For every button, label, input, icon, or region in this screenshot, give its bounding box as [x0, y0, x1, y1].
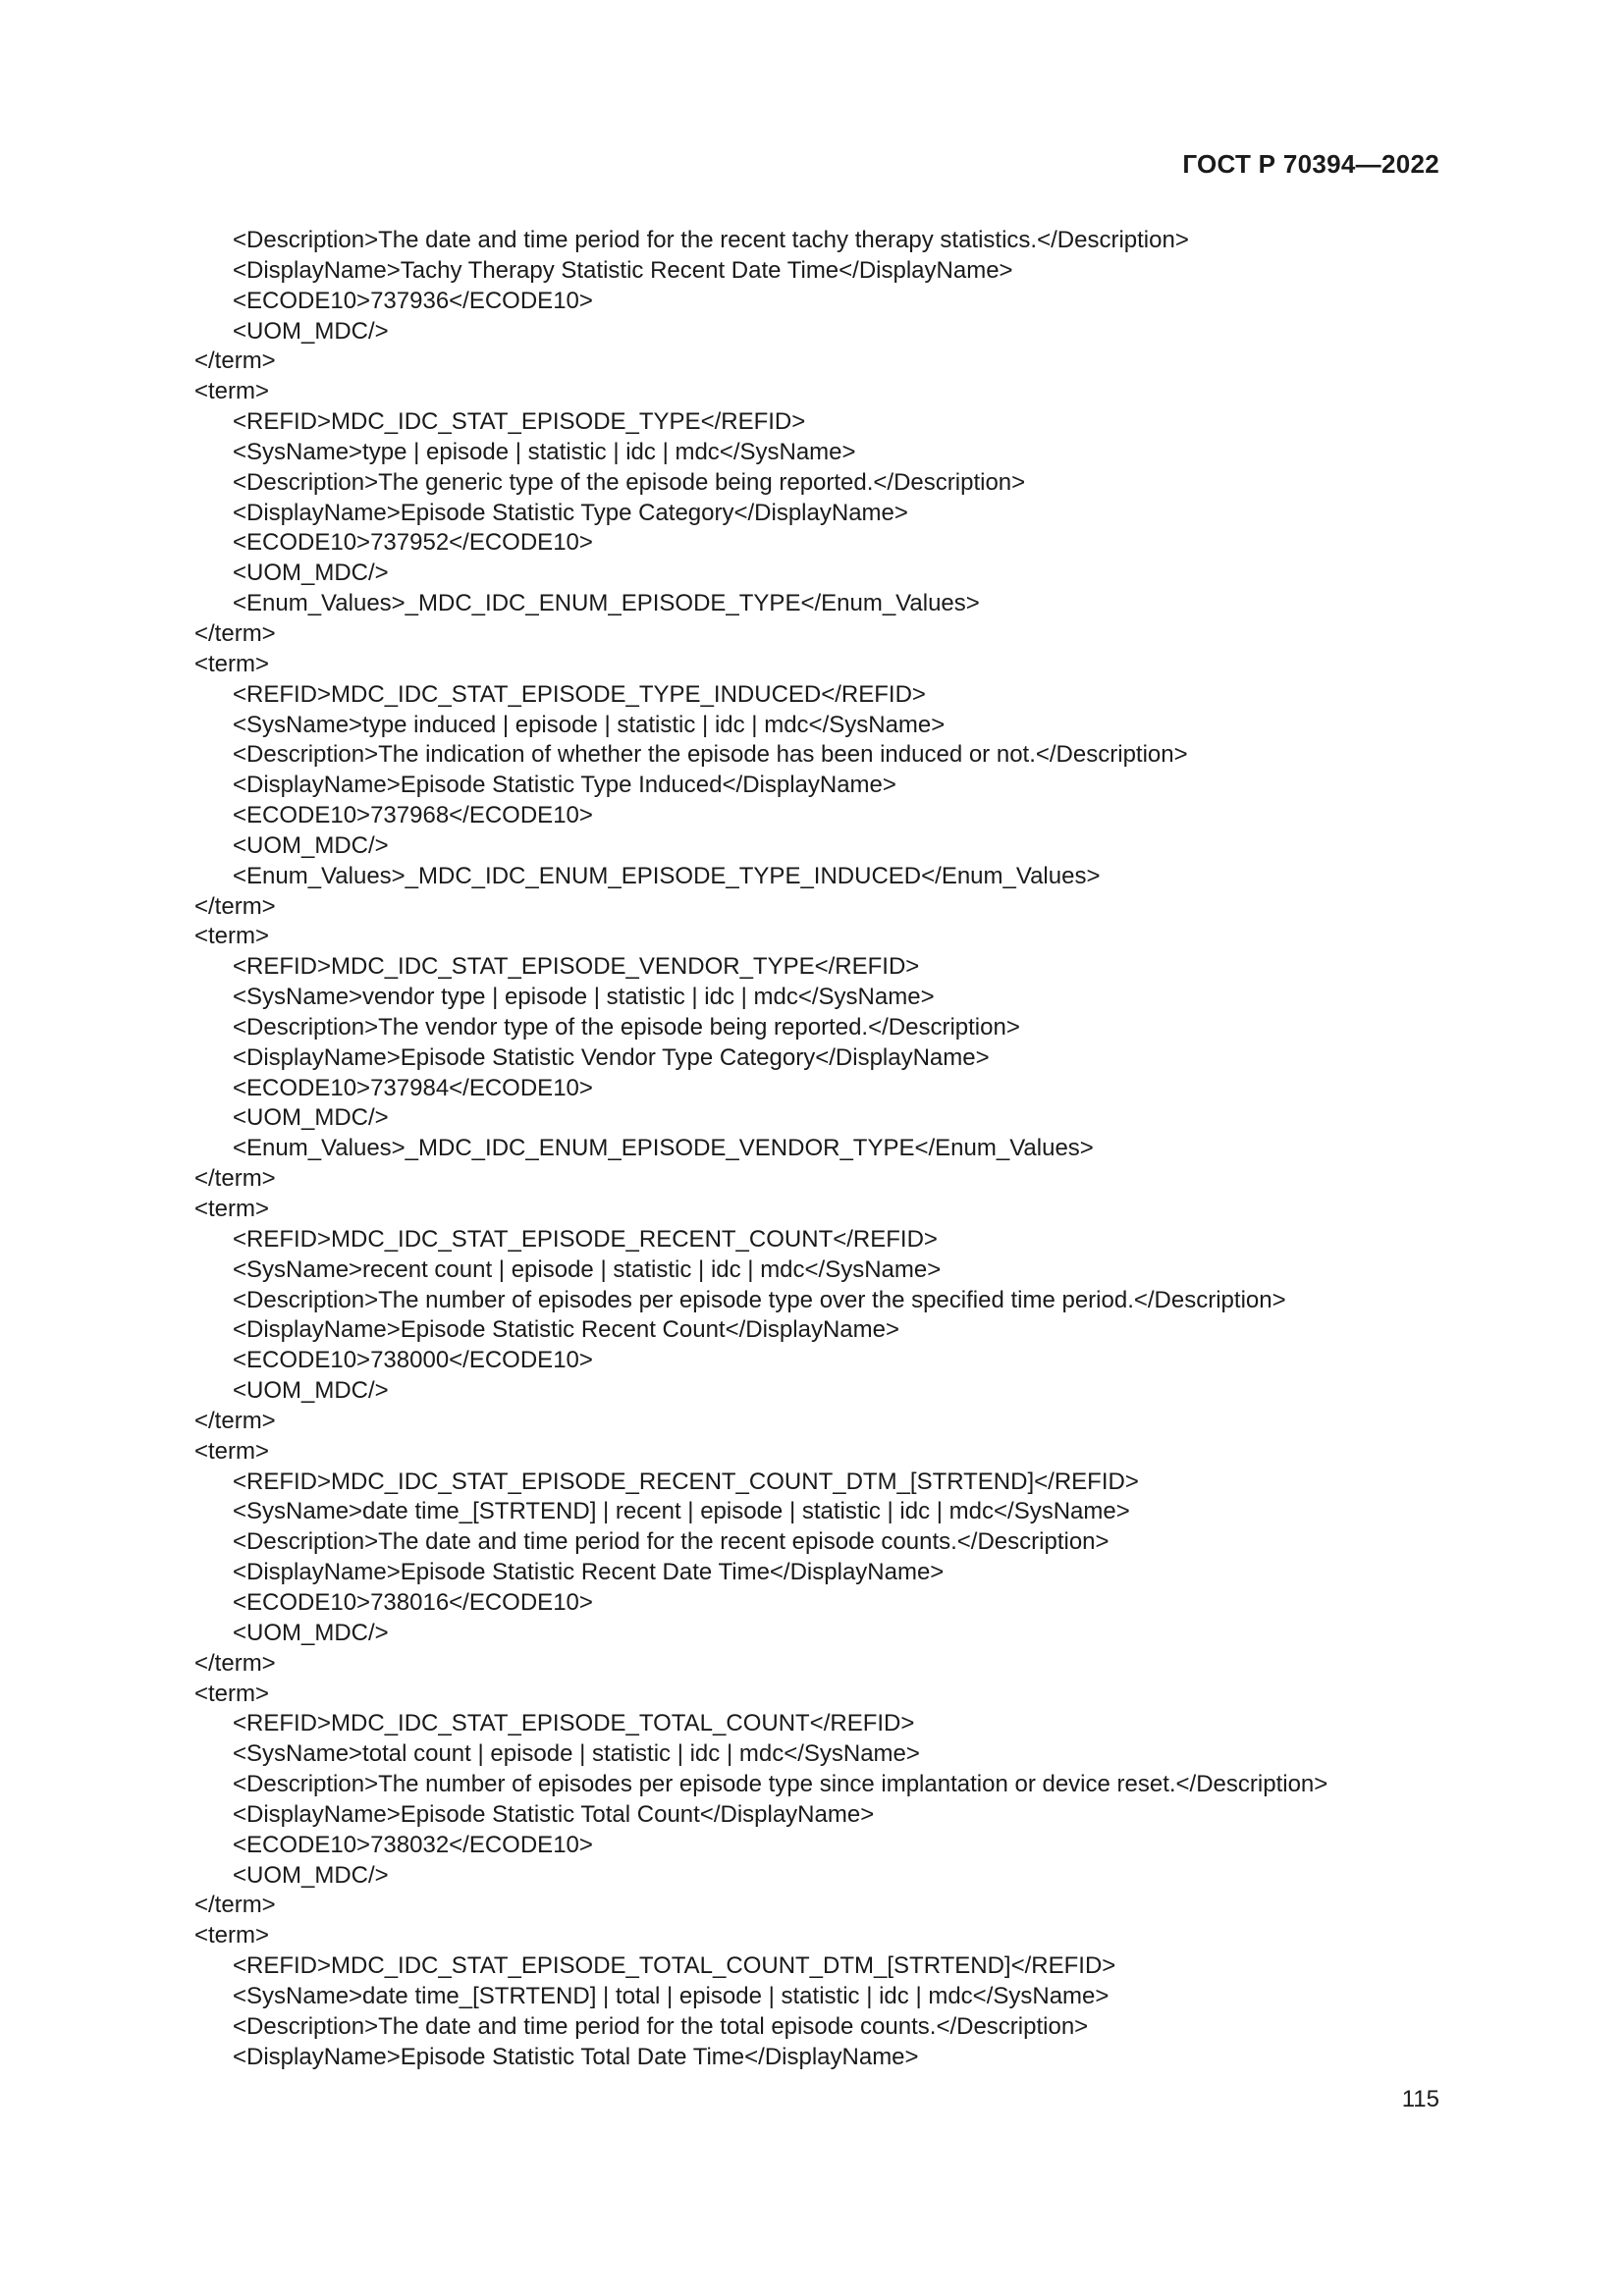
- code-line: <DisplayName>Episode Statistic Total Count</DisplayName>: [233, 1800, 875, 1828]
- code-line: <SysName>date time_[STRTEND] | recent | episode | statistic | idc | mdc</SysName>: [233, 1498, 1130, 1525]
- code-line: <REFID>MDC_IDC_STAT_EPISODE_RECENT_COUNT_DTM_[STRTEND]</REFID>: [233, 1468, 1139, 1495]
- code-line: <ECODE10>737952</ECODE10>: [233, 529, 593, 557]
- xml-code-listing: [194, 226, 1506, 2072]
- code-line: <Description>The indication of whether the episode has been induced or not.</Description>: [233, 741, 1188, 769]
- code-line: <UOM_MDC/>: [233, 560, 389, 587]
- code-line: <REFID>MDC_IDC_STAT_EPISODE_TYPE_INDUCED</REFID>: [233, 680, 926, 708]
- code-line: <term>: [194, 923, 270, 950]
- code-line: <term>: [194, 650, 270, 677]
- code-line: <UOM_MDC/>: [233, 317, 389, 345]
- code-line: </term>: [194, 1407, 276, 1434]
- code-line: <ECODE10>738032</ECODE10>: [233, 1831, 593, 1858]
- code-line: <term>: [194, 1922, 270, 1949]
- code-line: <term>: [194, 1437, 270, 1465]
- code-line: <DisplayName>Episode Statistic Recent Date Time</DisplayName>: [233, 1559, 945, 1586]
- code-line: <Description>The vendor type of the episode being reported.</Description>: [233, 1013, 1020, 1041]
- code-line: <Enum_Values>_MDC_IDC_ENUM_EPISODE_TYPE_INDUCED</Enum_Values>: [233, 862, 1101, 889]
- code-line: </term>: [194, 619, 276, 647]
- code-line: <UOM_MDC/>: [233, 831, 389, 859]
- code-line: <REFID>MDC_IDC_STAT_EPISODE_RECENT_COUNT</REFID>: [233, 1225, 938, 1253]
- code-line: <UOM_MDC/>: [233, 1861, 389, 1889]
- code-line: </term>: [194, 1649, 276, 1677]
- page-number: 115: [1401, 2086, 1439, 2112]
- code-line: <SysName>recent count | episode | statistic | idc | mdc</SysName>: [233, 1255, 942, 1283]
- code-line: <Enum_Values>_MDC_IDC_ENUM_EPISODE_VENDOR_TYPE</Enum_Values>: [233, 1135, 1094, 1162]
- code-line: <ECODE10>737936</ECODE10>: [233, 287, 593, 314]
- code-line: </term>: [194, 892, 276, 920]
- code-line: <ECODE10>737984</ECODE10>: [233, 1074, 593, 1101]
- code-line: <Description>The number of episodes per episode type since implantation or device reset.</Description>: [233, 1771, 1328, 1798]
- code-line: <Description>The generic type of the episode being reported.</Description>: [233, 468, 1026, 496]
- code-line: <Enum_Values>_MDC_IDC_ENUM_EPISODE_TYPE</Enum_Values>: [233, 590, 980, 617]
- code-line: </term>: [194, 1892, 276, 1919]
- code-line: <Description>The date and time period for the recent episode counts.</Description>: [233, 1528, 1110, 1556]
- code-line: <term>: [194, 1680, 270, 1707]
- code-line: <Description>The number of episodes per episode type over the specified time period.</Description>: [233, 1286, 1286, 1313]
- code-line: <SysName>type induced | episode | statistic | idc | mdc</SysName>: [233, 711, 946, 738]
- code-line: <UOM_MDC/>: [233, 1619, 389, 1646]
- code-line: <ECODE10>738000</ECODE10>: [233, 1347, 593, 1374]
- code-line: <DisplayName>Episode Statistic Total Date Time</DisplayName>: [233, 2043, 919, 2070]
- code-line: <SysName>date time_[STRTEND] | total | episode | statistic | idc | mdc</SysName>: [233, 1982, 1110, 2009]
- code-line: <DisplayName>Episode Statistic Type Induced</DisplayName>: [233, 772, 896, 799]
- code-line: <ECODE10>738016</ECODE10>: [233, 1588, 593, 1616]
- code-line: <SysName>total count | episode | statistic | idc | mdc</SysName>: [233, 1740, 920, 1768]
- code-line: </term>: [194, 347, 276, 375]
- code-line: <DisplayName>Tachy Therapy Statistic Recent Date Time</DisplayName>: [233, 256, 1013, 284]
- code-line: <REFID>MDC_IDC_STAT_EPISODE_VENDOR_TYPE</REFID>: [233, 953, 920, 981]
- code-line: </term>: [194, 1165, 276, 1193]
- code-line: <term>: [194, 1196, 270, 1222]
- code-line: <ECODE10>737968</ECODE10>: [233, 802, 593, 829]
- code-line: <REFID>MDC_IDC_STAT_EPISODE_TOTAL_COUNT</REFID>: [233, 1710, 915, 1737]
- code-line: <Description>The date and time period for the total episode counts.</Description>: [233, 2012, 1089, 2040]
- code-line: <SysName>type | episode | statistic | idc | mdc</SysName>: [233, 438, 856, 465]
- code-line: <DisplayName>Episode Statistic Recent Count</DisplayName>: [233, 1316, 899, 1344]
- code-line: <SysName>vendor type | episode | statistic | idc | mdc</SysName>: [233, 984, 935, 1011]
- code-line: <REFID>MDC_IDC_STAT_EPISODE_TOTAL_COUNT_DTM_[STRTEND]</REFID>: [233, 1952, 1116, 1980]
- code-line: <DisplayName>Episode Statistic Type Category</DisplayName>: [233, 499, 908, 526]
- code-line: <Description>The date and time period for the recent tachy therapy statistics.</Description>: [233, 227, 1189, 253]
- code-line: <DisplayName>Episode Statistic Vendor Type Category</DisplayName>: [233, 1043, 990, 1071]
- code-line: <UOM_MDC/>: [233, 1377, 389, 1405]
- code-line: <term>: [194, 378, 270, 405]
- document-standard-header: ГОСТ Р 70394—2022: [1182, 149, 1439, 179]
- code-line: <UOM_MDC/>: [233, 1104, 389, 1132]
- code-line: <REFID>MDC_IDC_STAT_EPISODE_TYPE</REFID>: [233, 408, 806, 436]
